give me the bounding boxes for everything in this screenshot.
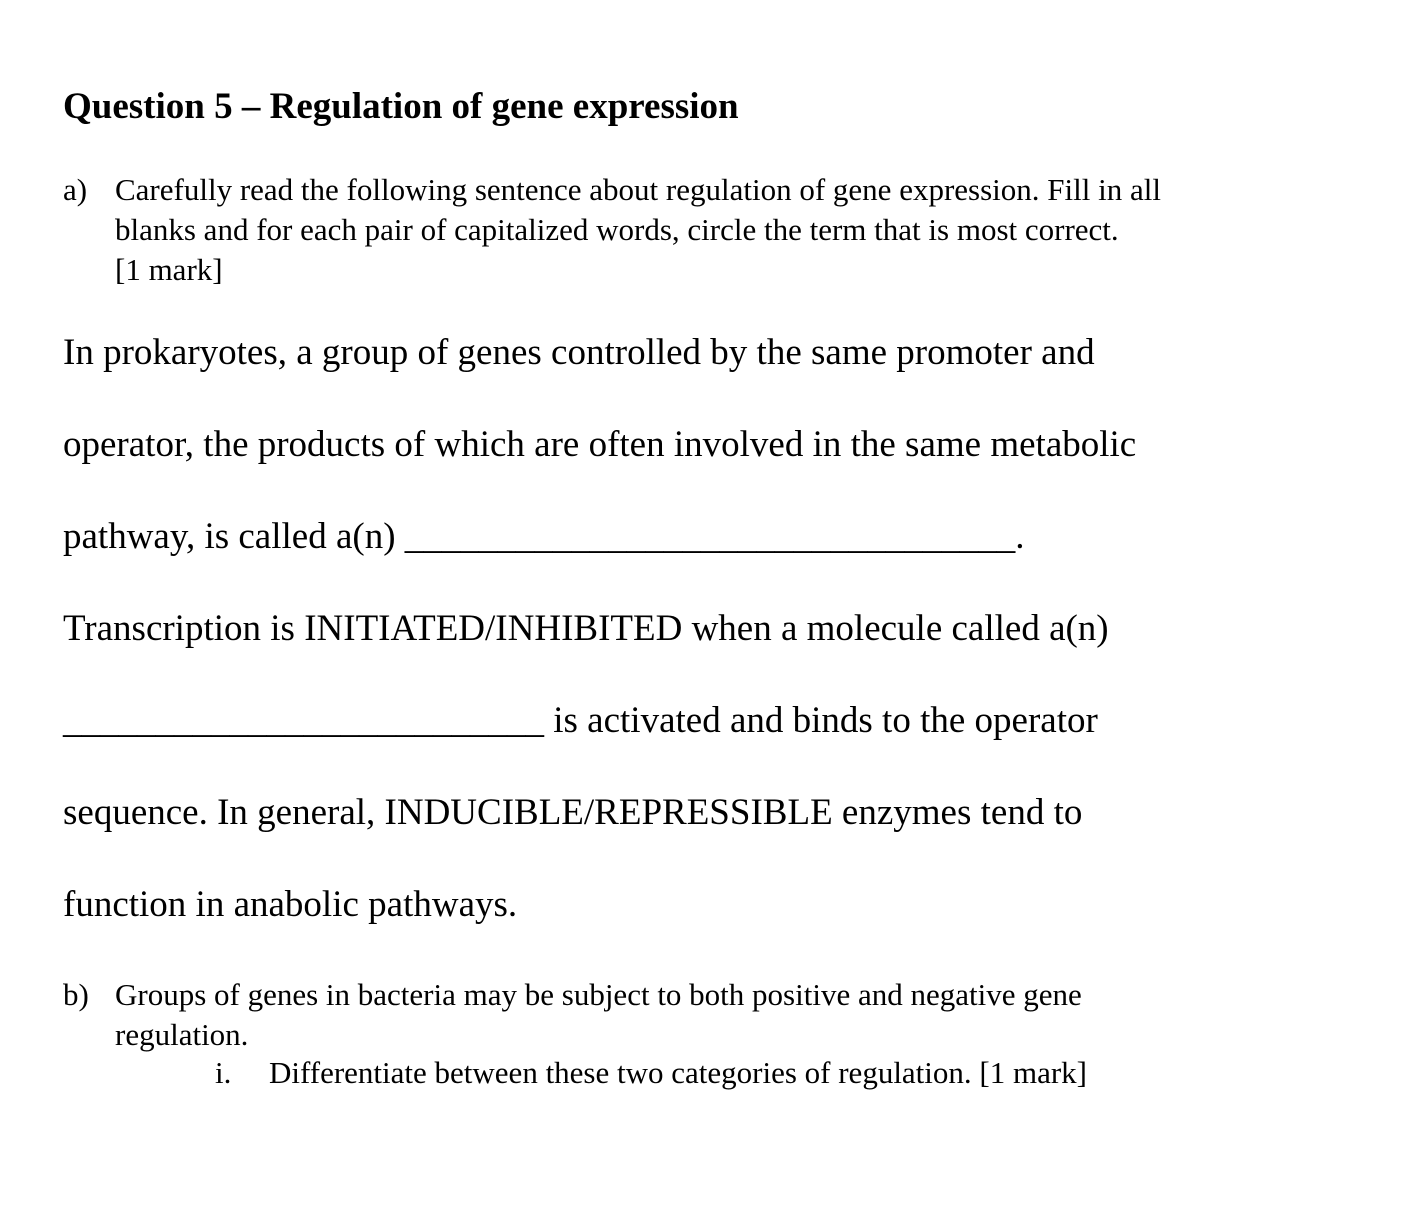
part-a-label: a) xyxy=(63,172,88,207)
sub-item-text: Differentiate between these two categories of regulation. [1 mark] xyxy=(269,1055,1088,1090)
part-b-line: regulation. xyxy=(115,1017,249,1052)
question-heading: Question 5 – Regulation of gene expression xyxy=(63,86,739,127)
part-a-line: [1 mark] xyxy=(115,252,223,287)
part-b xyxy=(63,975,1363,1065)
paragraph-line: In prokaryotes, a group of genes controlled by the same promoter and xyxy=(63,332,1095,373)
paragraph-line-blank: pathway, is called a(n) _________________________________. xyxy=(63,516,1025,557)
part-b-line: Groups of genes in bacteria may be subject to both positive and negative gene xyxy=(115,977,1082,1012)
sub-item-number: i. xyxy=(215,1055,232,1090)
paragraph-line: operator, the products of which are often involved in the same metabolic xyxy=(63,424,1137,465)
part-a-line: blanks and for each pair of capitalized words, circle the term that is most correct. xyxy=(115,212,1119,247)
part-a-instructions xyxy=(115,170,1161,290)
paragraph-line-blank: __________________________ is activated and binds to the operator xyxy=(63,700,1098,741)
part-a-line: Carefully read the following sentence about regulation of gene expression. Fill in all xyxy=(115,172,1161,207)
paragraph-line: function in anabolic pathways. xyxy=(63,884,518,925)
part-b-label: b) xyxy=(63,977,89,1012)
part-b-sub-item xyxy=(215,1053,1087,1093)
part-b-statement xyxy=(115,975,1082,1055)
paragraph-line: sequence. In general, INDUCIBLE/REPRESSIBLE enzymes tend to xyxy=(63,792,1083,833)
paragraph-line: Transcription is INITIATED/INHIBITED when a molecule called a(n) xyxy=(63,608,1109,649)
part-a xyxy=(63,170,1363,300)
